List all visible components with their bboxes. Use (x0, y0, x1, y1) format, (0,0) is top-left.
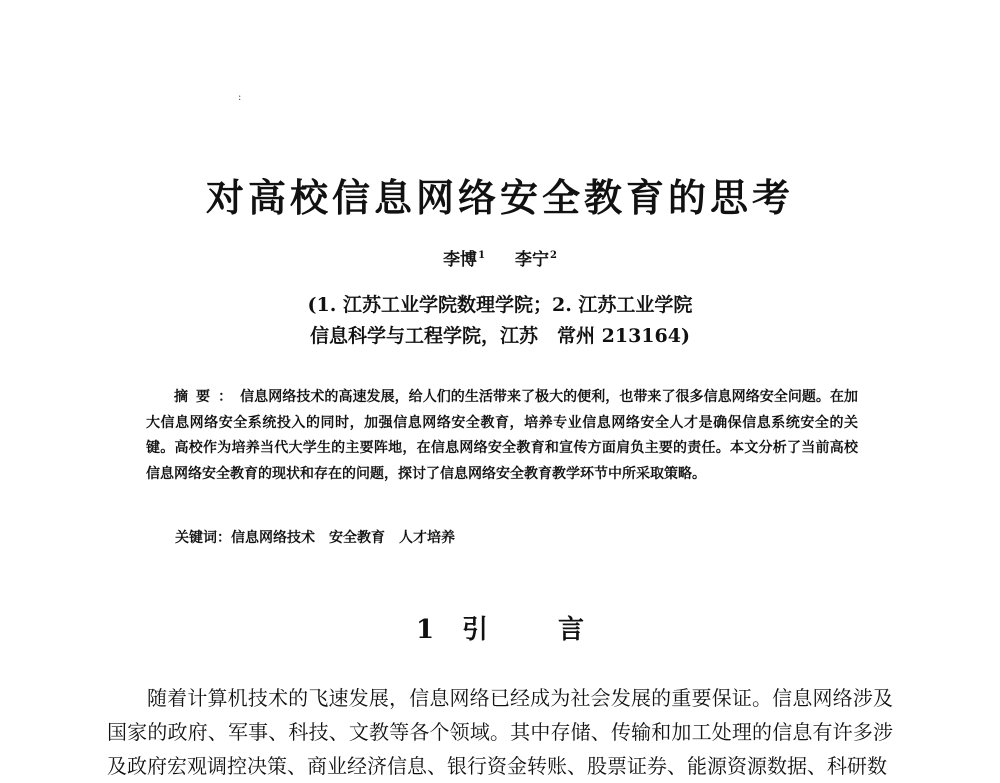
author-1-name: 李博 (443, 250, 478, 270)
keywords-label: 关键词： (175, 530, 231, 546)
author-line (0, 244, 1000, 272)
author-2 (515, 250, 557, 270)
abstract-text: 信息网络技术的高速发展，给人们的生活带来了极大的便利，也带来了很多信息网络安全问题。在加大信息网络安全系统投入的同时，加强信息网络安全教育，培养专业信息网络安全人才是确保信息系统安全的关键。高校作为培养当代大学生的主要阵地，在信息网络安全教育和宣传方面肩负主要的责任。本文分析了当前高校信息网络安全教育的现状和存在的问题，探讨了信息网络安全教育教学环节中所采取策略。 (146, 389, 859, 482)
affiliation-line-2: 信息科学与工程学院，江苏 常州 213164) (310, 325, 690, 347)
keyword-2: 安全教育 (329, 530, 385, 546)
section-title-part1: 引 (462, 615, 489, 645)
author-1-affil-mark: 1 (478, 250, 486, 261)
affiliation-line-1: (1. 江苏工业学院数理学院；2. 江苏工业学院 (307, 294, 693, 316)
paper-title: 对高校信息网络安全教育的思考 (205, 175, 794, 220)
author-1 (443, 250, 485, 270)
author-2-affil-mark: 2 (549, 250, 557, 261)
section-number: 1 (415, 615, 435, 645)
body-paragraph-1: 随着计算机技术的飞速发展，信息网络已经成为社会发展的重要保证。信息网络涉及国家的政府、军事、科技、文教等各个领域。其中存储、传输和加工处理的信息有许多涉及政府宏观调控决策、商业经济信息、银行资金转账、股票证券、能源资源数据、科研数 (107, 686, 893, 778)
section-title-part2: 言 (558, 615, 585, 645)
stray-mark: : (238, 92, 242, 103)
author-2-name: 李宁 (514, 250, 549, 270)
keywords (175, 526, 469, 550)
abstract-label: 摘要： (174, 389, 241, 405)
keyword-1: 信息网络技术 (231, 530, 315, 546)
keyword-3: 人才培养 (399, 530, 455, 546)
section-heading-introduction (0, 612, 1000, 648)
abstract (146, 385, 858, 487)
